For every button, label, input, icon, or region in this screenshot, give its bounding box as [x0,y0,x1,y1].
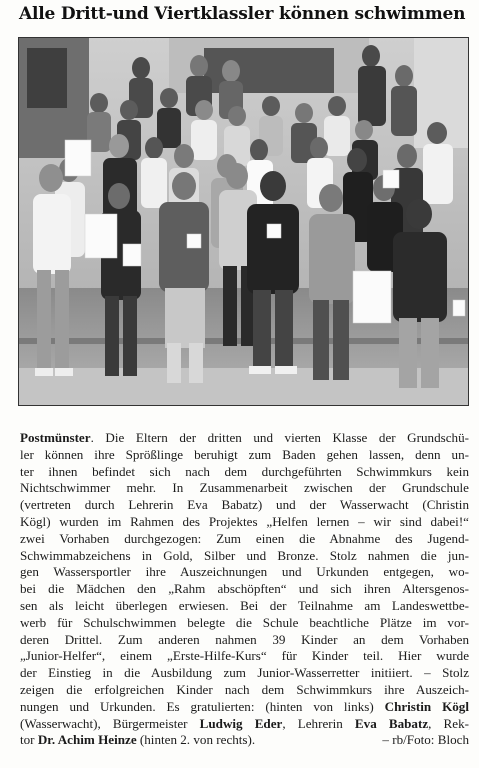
article-text: (hinten 2. von rechts). [136,732,256,748]
article-body [20,430,469,749]
article-line [20,665,469,682]
group-photo [18,37,469,406]
article-text: zwei Vorhaben durchgezogen: Zum einen die Abnahme des Jugend- [20,530,469,546]
article-text: (vertreten durch Lehrerin Eva Babatz) und der Wasserwacht (Christin [20,497,469,513]
article-line [20,531,469,548]
article-line [20,564,469,581]
article-line [20,497,469,514]
article-line [20,732,469,749]
article-text: Schwimmabzeichens in Gold, Silber und Bronze. Stolz nahmen die jun- [20,547,469,563]
article-text: nungen und Urkunden. Es gratulierten: (hinten von links) [20,698,385,714]
article-text: tor [20,732,38,748]
article-bold-name: Dr. Achim Heinze [37,732,137,748]
article-line [20,716,469,733]
article-line [20,682,469,699]
article-text: Nichtschwimmer mehr. In Zusammenarbeit zwischen der Grundschule [20,480,469,496]
article-line [20,548,469,565]
article-text: (Wasserwacht), Bürgermeister [20,715,200,731]
article-line [20,632,469,649]
article-line [20,480,469,497]
article-text: sen als leicht überlegen erwiesen. Bei der Teilnahme am Landeswettbe- [20,597,469,613]
article-text: werb für Schulschwimmen belegte die Schule beachtliche Plätze im vor- [20,614,469,630]
article-line [20,514,469,531]
article-text: , Lehrerin [282,715,355,731]
article-text: ter ihnen befindet sich nach dem durchgeführten Schwimmkurs kein [20,463,469,479]
article-text: deren Drittel. Zum anderen nahmen 39 Kinder an dem Vorhaben [20,631,469,647]
article-line [20,464,469,481]
article-text: gen Wassersportler ihre Auszeichnungen und Urkunden entgegen, wo- [20,564,469,580]
article-line [20,447,469,464]
article-text: bei die Mädchen den „Rahm abschöpften“ und sich ihren Altersgenos- [20,581,469,597]
article-text: „Junior-Helfer“, einem „Erste-Hilfe-Kurs“ für Kinder teil. Hier wurde [20,648,469,664]
article-text: zeigen die erfolgreichen Kinder nach dem Schwimmkurs ihre Auszeich- [20,681,469,697]
article-text: . Die Eltern der dritten und vierten Klasse der Grundschü- [90,430,469,445]
article-bold-name: Christin Kögl [384,698,469,714]
article-bold-name: Eva Babatz [354,715,429,731]
article-text: Kögl) wurden im Rahmen des Projektes „Helfen lernen – wir sind dabei!“ [20,513,469,529]
article-line [20,615,469,632]
article-text: der Einstieg in die Ausbildung zum Junior-Wasserretter initiiert. – Stolz [20,665,469,681]
article-line [20,581,469,598]
article-line [20,430,469,447]
article-text: ler können ihre Sprößlinge beruhigt zum Baden gehen lassen, denn un- [20,446,469,462]
headline: Alle Dritt-und Viertklassler können schwimmen [19,4,466,24]
group-photo-image [19,38,469,406]
article-line [20,598,469,615]
article-text: , Rek- [428,715,469,731]
article-line [20,648,469,665]
article-line [20,699,469,716]
article-bold-name: Postmünster [20,430,91,445]
byline: – rb/Foto: Bloch [382,732,469,748]
article-bold-name: Ludwig Eder [199,715,283,731]
